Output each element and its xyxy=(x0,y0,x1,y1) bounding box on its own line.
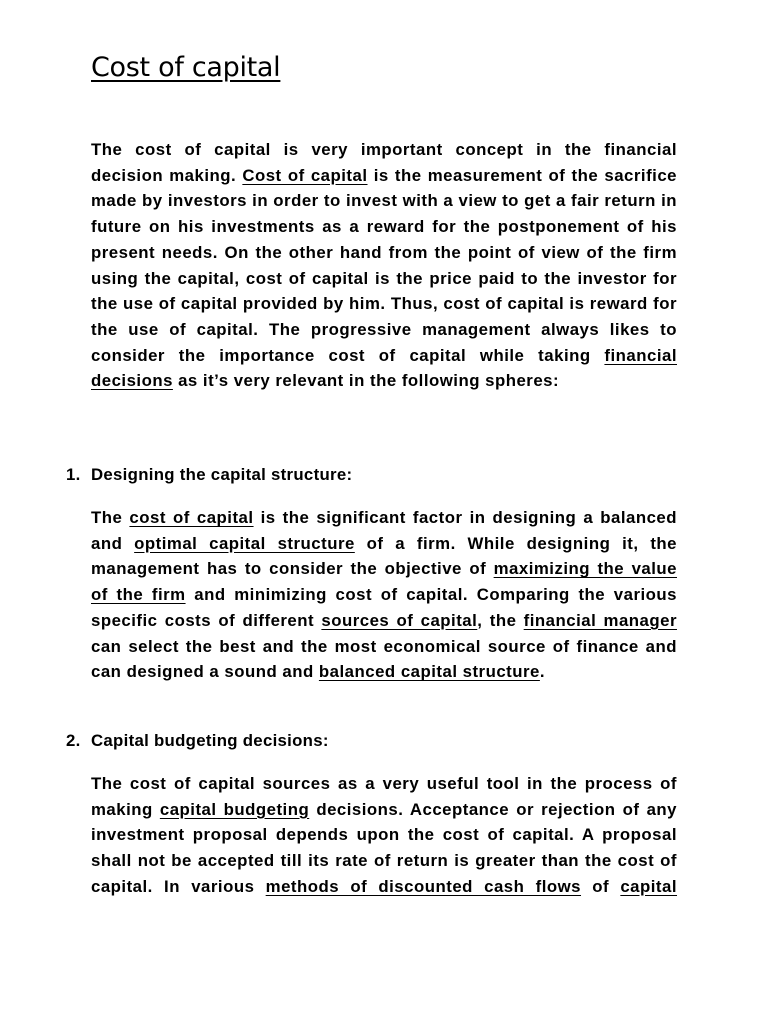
intro-paragraph xyxy=(91,137,677,394)
link-financial-decisions[interactable]: financial decisions xyxy=(91,345,677,391)
s2-text-3: of xyxy=(581,876,621,896)
link-maximizing-value[interactable]: maximizing the value of the firm xyxy=(91,559,677,605)
section-2-heading xyxy=(66,728,329,754)
s1-text-7: . xyxy=(539,662,546,682)
page-title: Cost of capital xyxy=(91,52,281,83)
link-cost-of-capital[interactable]: Cost of capital xyxy=(242,165,368,185)
link-balanced-capital-structure[interactable]: balanced capital structure xyxy=(318,662,540,682)
link-cost-of-capital-2[interactable]: cost of capital xyxy=(129,508,254,527)
s2-text-2: decisions. Acceptance or rejection of any investment proposal depends upon the cost of capital. A proposal shall not be accepted till its rate of return is greater than the cost of capital. In various xyxy=(91,799,677,896)
link-capital-budgeting[interactable]: capital budgeting xyxy=(159,799,310,819)
link-capital[interactable]: capital xyxy=(620,876,678,896)
link-discounted-cash-flows[interactable]: methods of discounted cash flows xyxy=(265,876,582,896)
intro-text-3: as it’s very relevant in the following spheres: xyxy=(172,371,560,391)
section-2-number: 2. xyxy=(66,731,81,750)
intro-text-1: The cost of capital is very important concept in the financial decision making. xyxy=(91,140,677,185)
section-1-title: Designing the capital structure: xyxy=(91,465,353,484)
link-optimal-capital-structure[interactable]: optimal capital structure xyxy=(134,533,355,553)
section-2-paragraph xyxy=(91,771,677,900)
s2-text-1: The cost of capital sources as a very useful tool in the process of making xyxy=(91,774,677,819)
s1-text-6: can select the best and the most economical source of finance and can designed a sound and xyxy=(91,636,677,682)
s1-text-3: of a firm. While designing it, the management has to consider the objective of xyxy=(91,533,678,579)
link-sources-of-capital[interactable]: sources of capital xyxy=(321,610,478,630)
section-2-title: Capital budgeting decisions: xyxy=(91,731,329,750)
link-financial-manager[interactable]: financial manager xyxy=(523,610,677,630)
s1-text-1: The xyxy=(91,508,130,527)
s1-text-5: , the xyxy=(477,610,524,630)
intro-text-2: is the measurement of the sacrifice made by investors in order to invest with a view to get a fair return in future on his investments as a reward for the postponement of his present needs. On the other hand from the point of view of the firm using the capital, cost of capital is the price paid to the investor for the use of capital provided by him. Thus, cost of capital is reward for the use of capital. The progressive management always likes to consider the importance cost of capital while taking xyxy=(91,165,677,365)
s1-text-4: and minimizing cost of capital. Comparing the various specific costs of different xyxy=(91,585,677,630)
s1-text-2: is the significant factor in designing a balanced and xyxy=(91,508,677,553)
section-1-number: 1. xyxy=(66,465,81,484)
section-1-paragraph xyxy=(91,505,677,685)
section-1-heading xyxy=(66,462,352,488)
